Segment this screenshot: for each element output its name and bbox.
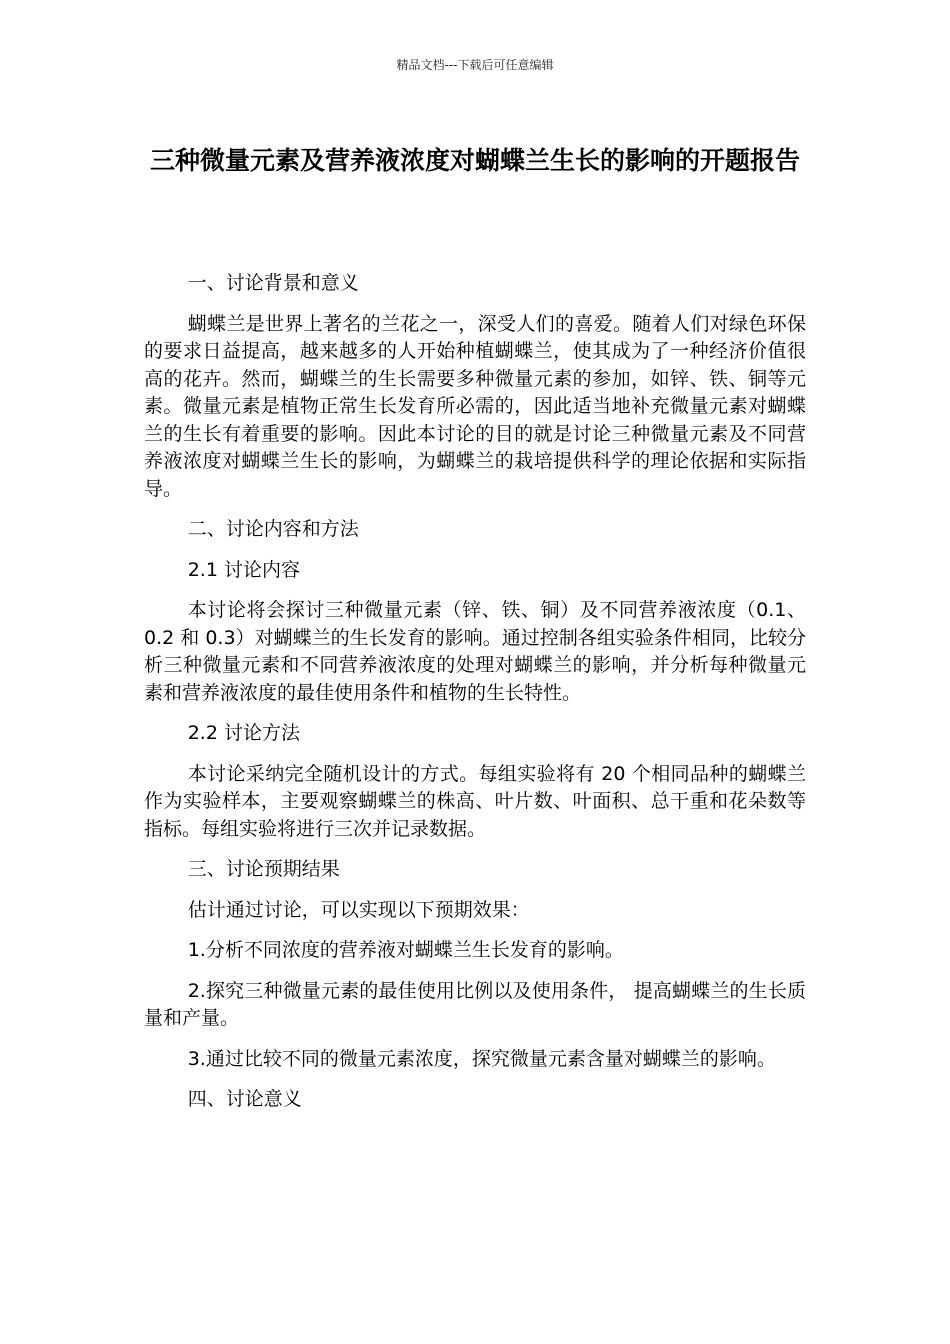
section-2-heading: 二、讨论内容和方法 (187, 518, 359, 540)
section-4-heading: 四、讨论意义 (187, 1088, 302, 1110)
section-1-heading: 一、讨论背景和意义 (187, 272, 359, 294)
header-note: 精品文档---下载后可任意编辑 (396, 58, 554, 72)
section-3-intro: 估计通过讨论，可以实现以下预期效果： (187, 898, 530, 921)
section-1-paragraph: 蝴蝶兰是世界上著名的兰花之一，深受人们的喜爱。随着人们对绿色环保的要求日益提高，越来越多的人开始种植蝴蝶兰，使其成为了一种经济价值很高的花卉。然而，蝴蝶兰的生长需要多种微量元素的参加，如锌、铁、铜等元素。微量元素是植物正常生长发育所必需的，因此适当地补充微量元素对蝴蝶兰的生长有着重要的影响。因此本讨论的目的就是讨论三种微量元素及不同营养液浓度对蝴蝶兰生长的影响，为蝴蝶兰的栽培提供科学的理论依据和实际指导。 (144, 312, 806, 500)
section-2-1-heading: 2.1 讨论内容 (187, 558, 300, 581)
section-2-2-paragraph: 本讨论采纳完全随机设计的方式。每组实验将有 20 个相同品种的蝴蝶兰作为实验样本，主要观察蝴蝶兰的株高、叶片数、叶面积、总干重和花朵数等指标。每组实验将进行三次并记录数据。 (144, 762, 806, 840)
section-2-1-paragraph: 本讨论将会探讨三种微量元素（锌、铁、铜）及不同营养液浓度（0.1、0.2 和 0.3）对蝴蝶兰的生长发育的影响。通过控制各组实验条件相同，比较分析三种微量元素和不同营养液浓度的处理对蝴蝶兰的影响，并分析每种微量元素和营养液浓度的最佳使用条件和植物的生长特性。 (144, 599, 806, 704)
section-3-heading: 三、讨论预期结果 (187, 858, 340, 880)
section-3-item-2: 2.探究三种微量元素的最佳使用比例以及使用条件， 提高蝴蝶兰的生长质量和产量。 (144, 979, 806, 1029)
document-body (144, 270, 806, 1127)
section-3-item-3: 3.通过比较不同的微量元素浓度，探究微量元素含量对蝴蝶兰的影响。 (187, 1047, 776, 1070)
document-title: 三种微量元素及营养液浓度对蝴蝶兰生长的影响的开题报告 (149, 146, 800, 175)
section-3-item-1: 1.分析不同浓度的营养液对蝴蝶兰生长发育的影响。 (187, 939, 624, 961)
section-2-2-heading: 2.2 讨论方法 (187, 722, 300, 744)
